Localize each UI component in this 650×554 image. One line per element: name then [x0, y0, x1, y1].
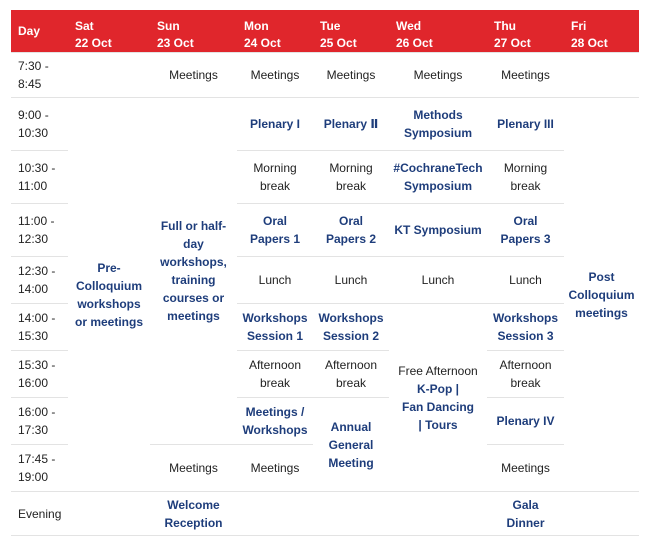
- header-mon: [237, 10, 313, 53]
- wed-free-afternoon: [389, 304, 487, 492]
- event-line: Papers 1: [249, 232, 301, 246]
- event-line: workshops,: [160, 255, 227, 269]
- time-text: 14:00: [18, 282, 49, 296]
- wed-cochranetech-symposium: [389, 151, 487, 204]
- event-line: Symposium: [403, 126, 472, 140]
- event-line: Meetings /: [245, 405, 305, 419]
- event-line: break: [510, 376, 541, 390]
- time-cell: [11, 204, 68, 257]
- header-sun: [150, 10, 237, 53]
- event-line: Morning: [329, 161, 373, 175]
- event-line: #CochraneTech: [393, 161, 483, 175]
- event-line: Oral: [513, 214, 538, 228]
- wed-lunch: Lunch: [389, 257, 487, 304]
- event-line: Fan Dancing: [401, 399, 474, 414]
- event-line: Session 1: [246, 329, 304, 343]
- event-line: Afternoon: [248, 358, 302, 372]
- event-line: Papers 3: [500, 232, 551, 246]
- empty-cell: [564, 492, 639, 536]
- row-0900: [11, 98, 639, 151]
- header-wed: [389, 10, 487, 53]
- day-date: 24 Oct: [244, 36, 281, 50]
- time-cell: [11, 304, 68, 351]
- day-name: Thu: [494, 19, 516, 33]
- event-line: Full or half-: [160, 219, 227, 233]
- event-line: Oral: [338, 214, 363, 228]
- day-name: Sat: [75, 19, 94, 33]
- tue-morning-break: [313, 151, 389, 204]
- tue-afternoon-break: [313, 351, 389, 398]
- day-date: 23 Oct: [157, 36, 194, 50]
- event-line: Gala: [512, 497, 539, 512]
- event-line: Colloquium: [76, 278, 142, 293]
- event-line: Pre-: [97, 260, 121, 275]
- row-evening: [11, 492, 639, 536]
- empty-cell: [68, 492, 150, 536]
- event-line: Workshops: [492, 311, 559, 325]
- empty-cell: [68, 53, 150, 98]
- event-line: Session 2: [322, 329, 380, 343]
- time-text: 15:30: [18, 329, 49, 343]
- header-sat: [68, 10, 150, 53]
- sun-welcome-reception: [150, 492, 237, 536]
- event-line: Morning: [503, 161, 548, 175]
- event-line: Methods: [413, 108, 463, 122]
- tue-plenary: Plenary Ⅱ: [313, 98, 389, 151]
- time-cell: [11, 53, 68, 98]
- day-date: 27 Oct: [494, 36, 531, 50]
- time-text: 12:30: [18, 232, 49, 246]
- sun-full-day-workshops: [150, 98, 237, 445]
- event-line: Workshops: [242, 311, 308, 325]
- sun-meetings-evening: Meetings: [150, 445, 237, 492]
- time-text: 15:30 -: [18, 358, 56, 372]
- day-date: 22 Oct: [75, 36, 112, 50]
- day-name: Sun: [157, 19, 180, 33]
- tue-annual-general-meeting: [313, 398, 389, 492]
- mon-lunch: Lunch: [237, 257, 313, 304]
- event-line: break: [335, 179, 367, 193]
- time-cell: [11, 151, 68, 204]
- mon-morning-break: [237, 151, 313, 204]
- thu-afternoon-break: [487, 351, 564, 398]
- time-cell: [11, 398, 68, 445]
- event-line: Morning: [253, 161, 297, 175]
- mon-plenary: Plenary I: [237, 98, 313, 151]
- time-text: 10:30: [18, 126, 49, 140]
- wed-methods-symposium: [389, 98, 487, 151]
- tue-lunch: Lunch: [313, 257, 389, 304]
- thu-plenary: Plenary III: [487, 98, 564, 151]
- header-day: Day: [11, 10, 68, 53]
- mon-afternoon-break: [237, 351, 313, 398]
- time-text: 17:30: [18, 423, 49, 437]
- event-line: Workshops: [242, 423, 308, 437]
- event-line: Dinner: [506, 515, 545, 530]
- event-line: break: [510, 179, 541, 193]
- time-text: 19:00: [18, 470, 49, 484]
- time-cell: [11, 351, 68, 398]
- event-line: General: [328, 438, 374, 452]
- sun-meetings: Meetings: [150, 53, 237, 98]
- day-date: 26 Oct: [396, 36, 433, 50]
- empty-cell: [313, 492, 389, 536]
- event-line: break: [335, 376, 367, 390]
- time-cell: [11, 98, 68, 151]
- event-line: K-Pop |: [416, 381, 460, 396]
- header-tue: [313, 10, 389, 53]
- row-0730: [11, 53, 639, 98]
- event-line: Post: [588, 269, 615, 284]
- thu-gala-dinner: [487, 492, 564, 536]
- tue-workshops: [313, 304, 389, 351]
- thu-meetings-evening: Meetings: [487, 445, 564, 492]
- tue-meetings: Meetings: [313, 53, 389, 98]
- mon-meetings: Meetings: [237, 53, 313, 98]
- schedule-table: [11, 10, 639, 536]
- event-line: meetings: [575, 305, 628, 320]
- header-fri: [564, 10, 639, 53]
- time-text: 10:30 -: [18, 161, 56, 175]
- event-line: training: [171, 273, 216, 287]
- mon-meetings-workshops: [237, 398, 313, 445]
- time-text: 14:00 -: [18, 311, 56, 325]
- time-text: 8:45: [18, 77, 42, 91]
- time-text: 12:30 -: [18, 264, 56, 278]
- empty-cell: [564, 53, 639, 98]
- event-line: workshops: [77, 296, 141, 311]
- fri-post-colloquium: [564, 98, 639, 492]
- event-line: Reception: [164, 515, 223, 530]
- event-line: Afternoon: [499, 358, 552, 372]
- thu-workshops: [487, 304, 564, 351]
- event-line: Annual: [330, 420, 372, 434]
- time-text: 7:30 -: [18, 59, 49, 73]
- thu-oral-papers: [487, 204, 564, 257]
- event-line: Session 3: [497, 329, 554, 343]
- day-name: Wed: [396, 19, 422, 33]
- time-text: 11:00 -: [18, 214, 55, 228]
- event-line: Symposium: [403, 179, 472, 193]
- event-line: or meetings: [74, 314, 143, 329]
- time-cell: [11, 445, 68, 492]
- event-line: courses or: [162, 291, 225, 305]
- time-cell: [11, 257, 68, 304]
- time-cell: Evening: [11, 492, 68, 536]
- header-row: [11, 10, 639, 53]
- thu-lunch: Lunch: [487, 257, 564, 304]
- event-line: meetings: [167, 309, 220, 323]
- day-name: Mon: [244, 19, 269, 33]
- time-text: 16:00 -: [18, 405, 56, 419]
- event-line: Meeting: [328, 456, 374, 470]
- day-date: 25 Oct: [320, 36, 357, 50]
- empty-cell: [237, 492, 313, 536]
- wed-kt-symposium: KT Symposium: [389, 204, 487, 257]
- day-name: Fri: [571, 19, 587, 33]
- event-line: day: [183, 237, 204, 251]
- event-line: Oral: [262, 214, 287, 228]
- time-text: 17:45 -: [18, 452, 56, 466]
- event-line: Welcome: [167, 497, 220, 512]
- header-thu: [487, 10, 564, 53]
- thu-meetings: Meetings: [487, 53, 564, 98]
- event-line: Papers 2: [325, 232, 377, 246]
- mon-meetings-evening: Meetings: [237, 445, 313, 492]
- event-line: Colloquium: [568, 287, 635, 302]
- time-text: 16:00: [18, 376, 49, 390]
- thu-morning-break: [487, 151, 564, 204]
- event-line: break: [259, 376, 291, 390]
- time-text: 9:00 -: [18, 108, 49, 122]
- time-text: 11:00: [18, 179, 48, 193]
- mon-oral-papers: [237, 204, 313, 257]
- event-line: Free Afternoon: [398, 363, 478, 378]
- thu-plenary-iv: Plenary IV: [487, 398, 564, 445]
- day-name: Tue: [320, 19, 341, 33]
- wed-meetings: Meetings: [389, 53, 487, 98]
- event-line: | Tours: [418, 417, 458, 432]
- event-line: Afternoon: [324, 358, 378, 372]
- event-line: break: [259, 179, 291, 193]
- mon-workshops: [237, 304, 313, 351]
- event-line: Workshops: [318, 311, 384, 325]
- day-date: 28 Oct: [571, 36, 608, 50]
- sat-pre-colloquium: [68, 98, 150, 492]
- tue-oral-papers: [313, 204, 389, 257]
- empty-cell: [389, 492, 487, 536]
